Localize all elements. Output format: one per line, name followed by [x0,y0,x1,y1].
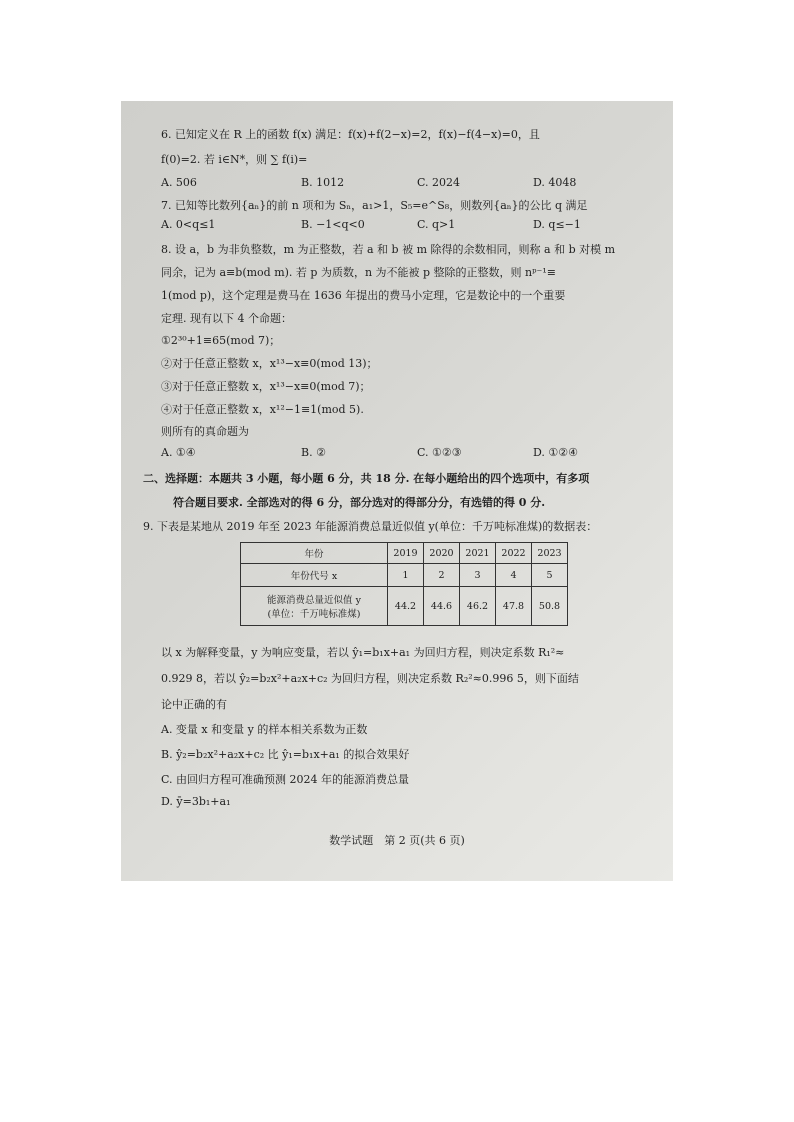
table-row [241,564,568,587]
table-cell: 50.8 [532,587,568,626]
table-cell: 2020 [424,543,460,564]
q8-option-b: B. ② [301,446,326,459]
q9-para-line2: 0.929 8，若以 ŷ₂=b₂x²+a₂x+c₂ 为回归方程，则决定系数 R₂²≈0.996 5，则下面结 [161,672,579,685]
q6-option-c: C. 2024 [417,176,461,189]
q6-option-d: D. 4048 [533,176,577,189]
q8-option-a: A. ①④ [161,446,196,459]
table-cell: 44.2 [388,587,424,626]
table-row [241,543,568,564]
q8-proposition-3: ③对于任意正整数 x，x¹³−x≡0(mod 7)； [161,380,371,393]
q8-proposition-2: ②对于任意正整数 x，x¹³−x≡0(mod 13)； [161,357,378,370]
table-cell: 2023 [532,543,568,564]
table-cell: 2022 [496,543,532,564]
q6-line1: 6. 已知定义在 R 上的函数 f(x) 满足：f(x)+f(2−x)=2，f(x)−f(4−x)=0，且 [161,128,540,141]
table-row [241,587,568,626]
q9-option-a: A. 变量 x 和变量 y 的样本相关系数为正数 [161,723,368,736]
q7-option-b: B. −1<q<0 [301,218,365,231]
table-row-label-line2: (单位：千万吨标准煤) [267,609,361,620]
q9-option-d: D. ȳ=3b₁+a₁ [161,795,231,808]
section2-heading-line1: 二、选择题：本题共 3 小题，每小题 6 分，共 18 分. 在每小题给出的四个选项中，有多项 [143,472,590,485]
q6-line2: f(0)=2. 若 i∈N*，则 ∑ f(i)= [161,153,308,166]
q8-option-d: D. ①②④ [533,446,579,459]
table-header-label: 年份 [241,543,388,564]
q6-option-b: B. 1012 [301,176,345,189]
q8-line2: 同余，记为 a≡b(mod m). 若 p 为质数，n 为不能被 p 整除的正整数，则 nᵖ⁻¹≡ [161,266,556,279]
q7-option-c: C. q>1 [417,218,456,231]
q8-line1: 8. 设 a，b 为非负整数，m 为正整数，若 a 和 b 被 m 除得的余数相同，则称 a 和 b 对模 m [161,243,616,256]
table-row-label [241,587,388,626]
table-cell: 5 [532,564,568,587]
table-cell: 44.6 [424,587,460,626]
q7-option-a: A. 0<q≤1 [161,218,216,231]
page-footer: 数学试题 第 2 页(共 6 页) [329,834,465,847]
q9-intro: 9. 下表是某地从 2019 年至 2023 年能源消费总量近似值 y(单位：千万吨标准煤)的数据表： [143,520,598,533]
q9-para-line3: 论中正确的有 [161,698,227,711]
q9-para-line1: 以 x 为解释变量，y 为响应变量，若以 ŷ₁=b₁x+a₁ 为回归方程，则决定系数 R₁²≈ [161,646,565,659]
q8-line3: 1(mod p)，这个定理是费马在 1636 年提出的费马小定理，它是数论中的一个重要 [161,289,566,302]
q8-proposition-4: ④对于任意正整数 x，x¹²−1≡1(mod 5). [161,403,364,416]
section2-heading-line2: 符合题目要求. 全部选对的得 6 分，部分选对的得部分分，有选错的得 0 分. [173,496,546,509]
q8-line4: 定理. 现有以下 4 个命题： [161,312,292,325]
q9-option-c: C. 由回归方程可准确预测 2024 年的能源消费总量 [161,773,410,786]
table-cell: 2021 [460,543,496,564]
table-cell: 47.8 [496,587,532,626]
table-cell: 4 [496,564,532,587]
q6-option-a: A. 506 [161,176,197,189]
exam-photo [121,101,673,881]
q8-prompt: 则所有的真命题为 [161,425,249,438]
energy-data-table [240,542,568,626]
table-cell: 3 [460,564,496,587]
q9-option-b: B. ŷ₂=b₂x²+a₂x+c₂ 比 ŷ₁=b₁x+a₁ 的拟合效果好 [161,748,410,761]
table-cell: 46.2 [460,587,496,626]
table-cell: 2 [424,564,460,587]
table-row-label: 年份代号 x [241,564,388,587]
q8-option-c: C. ①②③ [417,446,462,459]
table-cell: 2019 [388,543,424,564]
q8-proposition-1: ①2³⁰+1≡65(mod 7)； [161,334,281,347]
table-cell: 1 [388,564,424,587]
q7-option-d: D. q≤−1 [533,218,581,231]
table-row-label-line1: 能源消费总量近似值 y [267,595,361,606]
q7-line1: 7. 已知等比数列{aₙ}的前 n 项和为 Sₙ，a₁>1，S₅=e^S₈，则数列{aₙ}的公比 q 满足 [161,199,588,212]
